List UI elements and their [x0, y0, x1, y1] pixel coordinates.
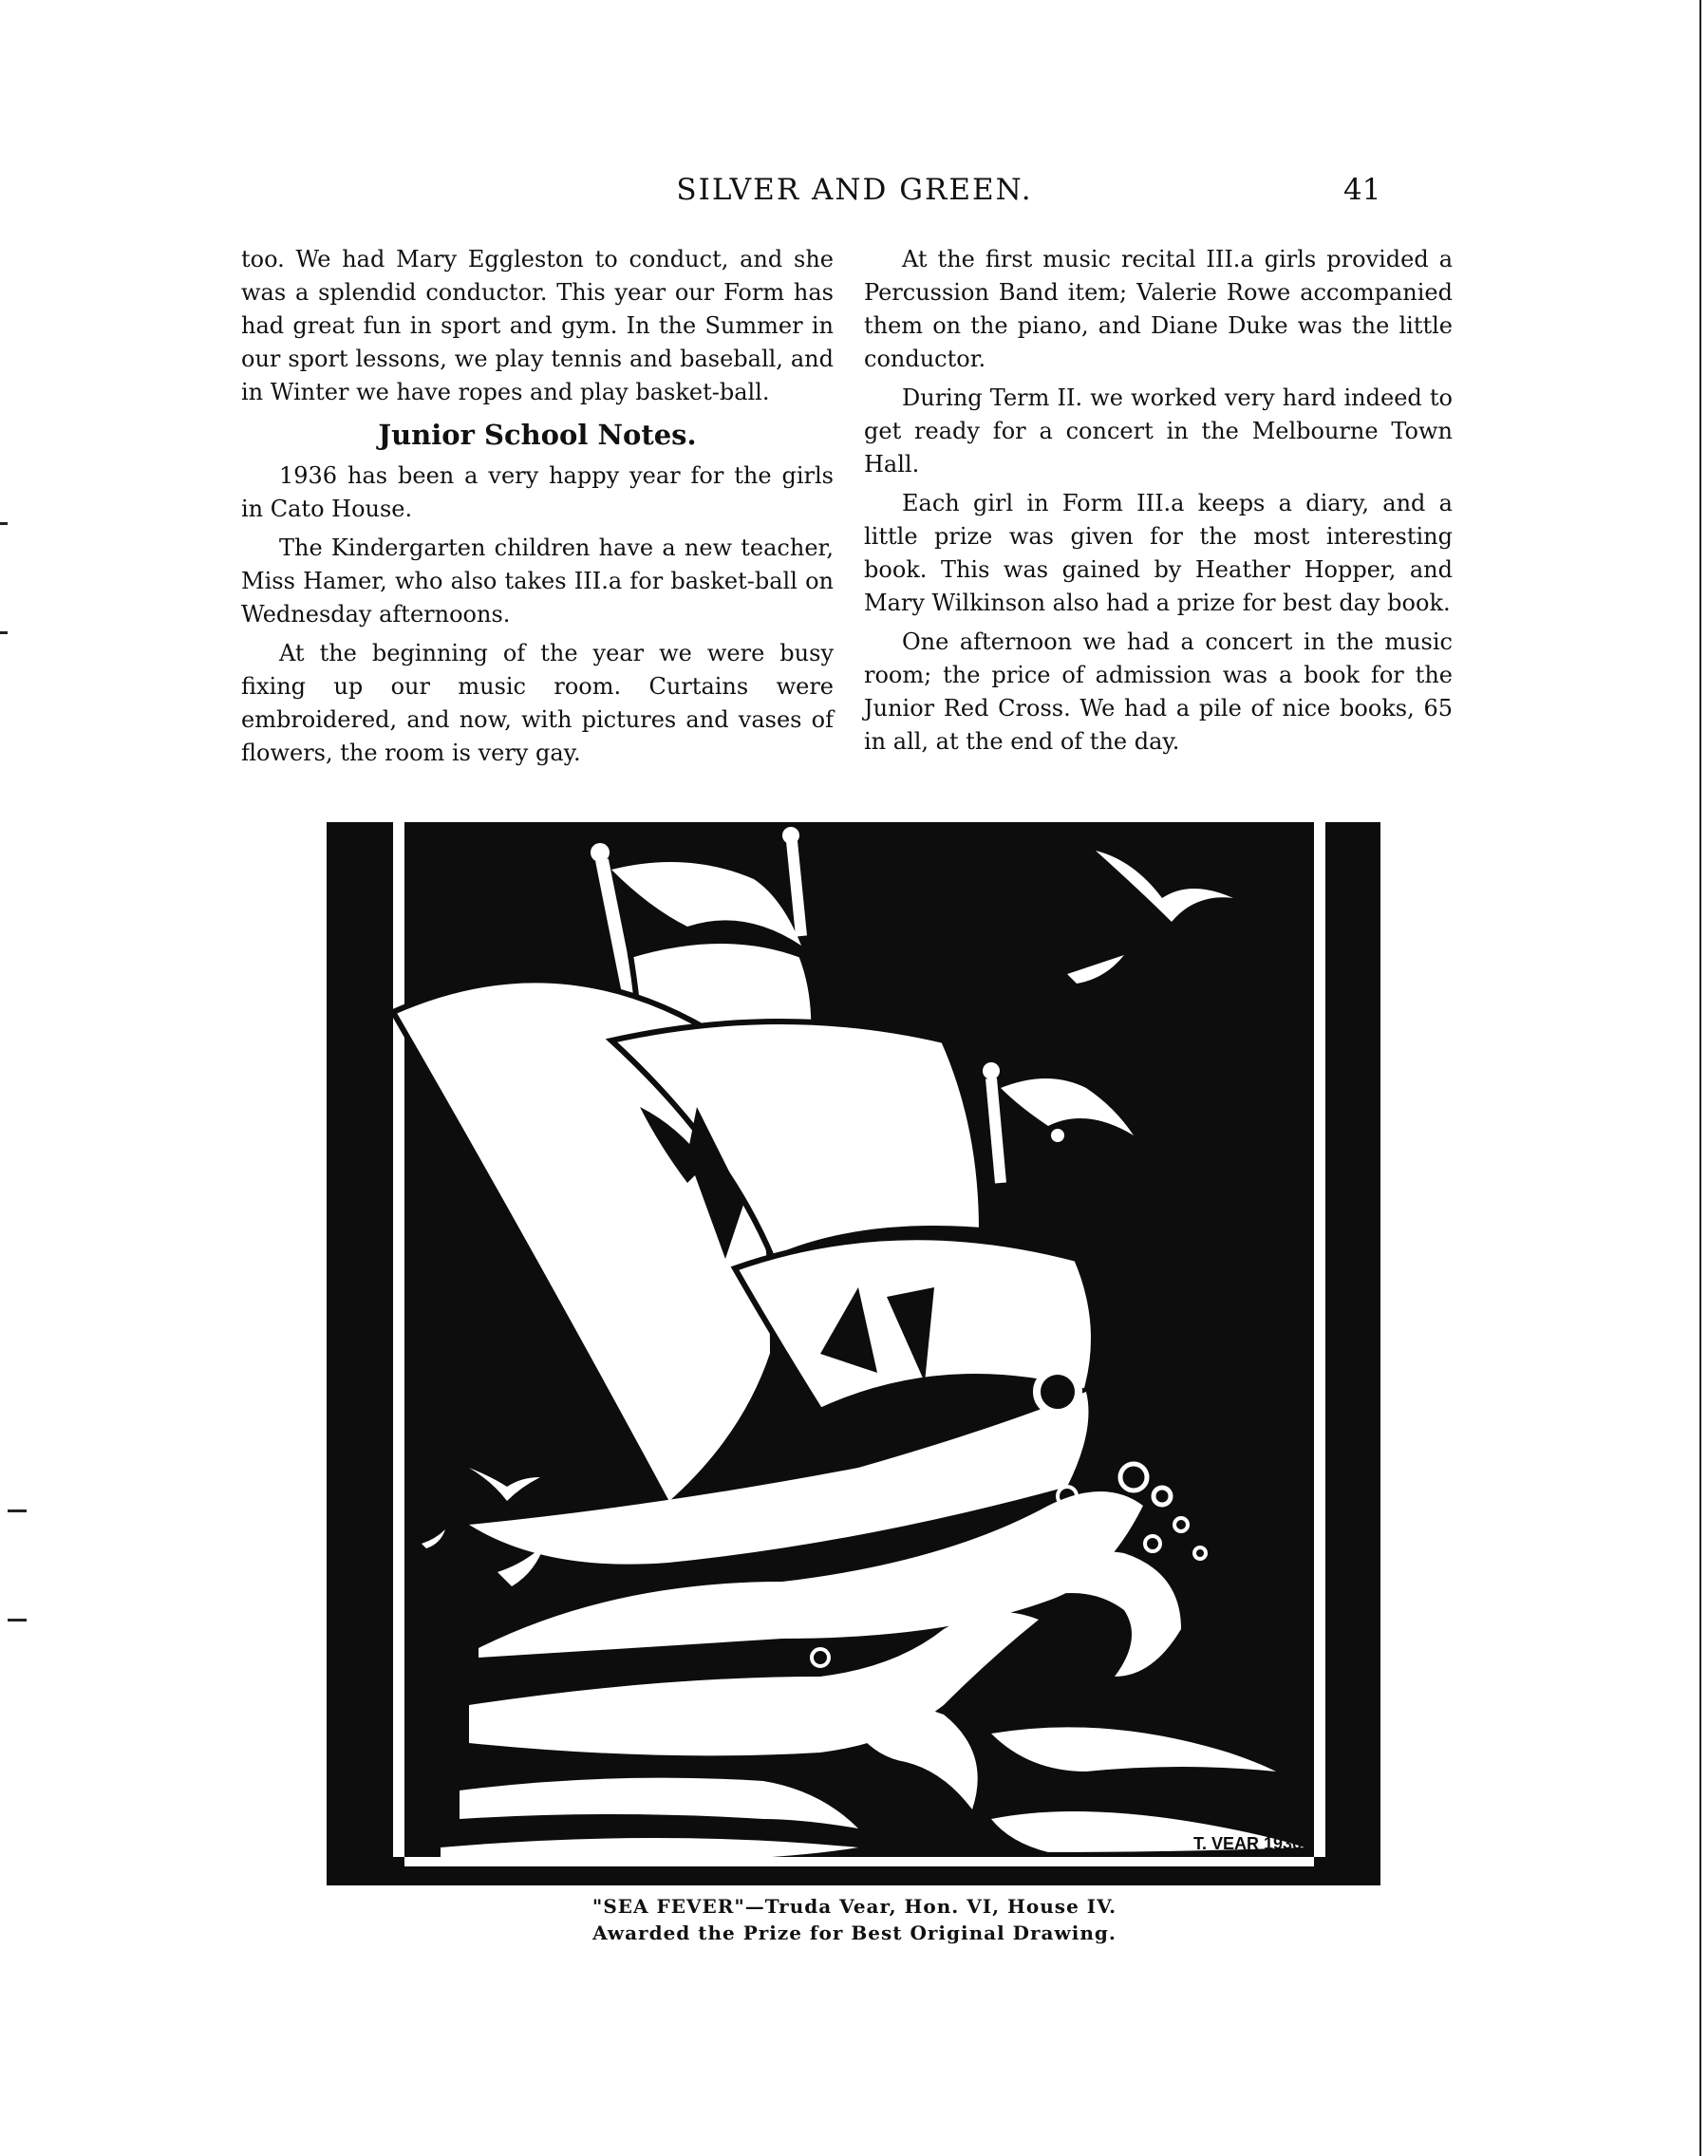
figure-caption: [475, 1893, 1234, 1946]
ship-illustration: [327, 822, 1380, 1885]
left-paragraph-3: The Kindergarten children have a new teacher, Miss Hamer, who also takes III.a for basket-ball on Wednesday afternoons.: [241, 534, 834, 628]
left-column: [241, 243, 834, 776]
artist-signature: T. VEAR 1936: [1192, 1834, 1303, 1853]
scan-edge-mark: [0, 631, 8, 634]
section-heading: Junior School Notes.: [378, 419, 697, 451]
scan-edge-mark: [8, 1509, 27, 1512]
left-paragraph-4: At the beginning of the year we were busy fixing up our music room. Curtains were embroidered, and now, with pictures and vases of flowers, the room is very gay.: [241, 640, 834, 766]
right-paragraph-2: During Term II. we worked very hard indeed to get ready for a concert in the Melbourne Town Hall.: [864, 384, 1453, 478]
caption-award: Awarded the Prize for Best Original Drawing.: [592, 1922, 1117, 1944]
right-paragraph-3: Each girl in Form III.a keeps a diary, and a little prize was given for the most interesting book. This was gained by Heather Hopper, and Mary Wilkinson also had a prize for best day book.: [864, 490, 1453, 616]
right-column: [864, 243, 1453, 764]
running-title: SILVER AND GREEN.: [676, 173, 1033, 207]
right-paragraph-4: One afternoon we had a concert in the music room; the price of admission was a book for the Junior Red Cross. We had a pile of nice books, 65 in all, at the end of the day.: [864, 628, 1453, 755]
left-paragraph-2: 1936 has been a very happy year for the girls in Cato House.: [241, 462, 834, 522]
left-paragraph-1: too. We had Mary Eggleston to conduct, and she was a splendid conductor. This year our Form has had great fun in sport and gym. In the Summer in our sport lessons, we play tennis and baseball, and in Winter we have ropes and play basket-ball.: [241, 246, 834, 405]
scan-edge-mark: [8, 1619, 27, 1622]
right-paragraph-1: At the first music recital III.a girls provided a Percussion Band item; Valerie Rowe accompanied them on the piano, and Diane Duke was the little conductor.: [864, 246, 1453, 372]
scan-edge-line: [1699, 0, 1701, 2156]
caption-title: "SEA FEVER"—Truda Vear, Hon. VI, House IV.: [591, 1895, 1117, 1918]
page-number: 41: [1343, 173, 1381, 207]
sea-fever-drawing: [327, 822, 1380, 1885]
scan-edge-mark: [0, 522, 8, 525]
